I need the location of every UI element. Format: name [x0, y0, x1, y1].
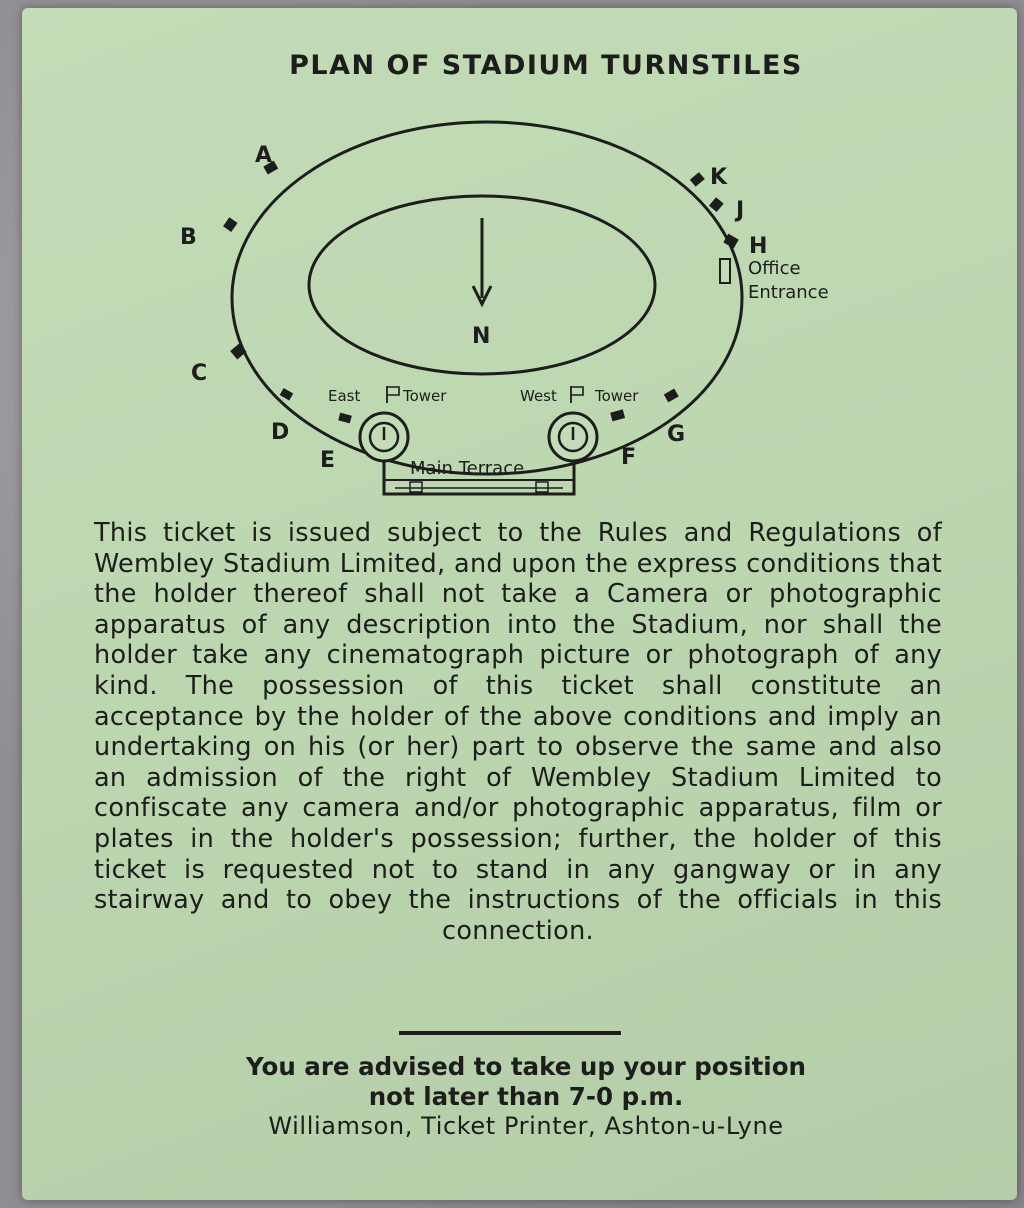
turnstile-label-b: B — [180, 225, 197, 250]
advice-line-1: You are advised to take up your position — [246, 1052, 806, 1081]
east-tower-label: Tower — [403, 387, 447, 405]
turnstile-d-marker — [280, 388, 294, 400]
turnstile-label-f: F — [621, 445, 637, 470]
west-flag-icon — [571, 386, 583, 403]
plan-title: PLAN OF STADIUM TURNSTILES — [289, 50, 803, 81]
turnstile-label-a: A — [255, 143, 273, 168]
turnstile-label-g: G — [667, 422, 686, 447]
turnstile-e-marker — [338, 413, 352, 424]
main-terrace-label: Main Terrace — [410, 458, 525, 479]
turnstile-g-marker — [664, 389, 679, 403]
outer-stand-outline — [232, 122, 745, 474]
east-tower-word: East — [328, 387, 361, 405]
office-entrance-marker — [720, 259, 730, 283]
turnstile-j-marker — [709, 197, 724, 212]
turnstile-f-marker — [610, 409, 625, 421]
conditions-of-entry-text: This ticket is issued subject to the Rules and Regulations of Wembley Stadium Limited, and upon the express conditions that the holder thereof shall not take a Camera or photographic apparatus of any description into the Stadium, nor shall the holder take any cinematograph picture or photograph of any kind. The possession of this ticket shall constitute an acceptance by the holder of the above conditions and imply an undertaking on his (or her) part to observe the same and also an admission of the right of Wembley Stadium Limited to confiscate any camera and/or photographic apparatus, film or plates in the holder's possession; further, the holder of this ticket is requested not to stand in any gangway or in any stairway and to obey the instructions of the officials in this connection. — [94, 518, 942, 946]
turnstile-c-marker — [230, 343, 246, 359]
turnstile-b-marker — [223, 217, 238, 232]
turnstile-label-j: J — [736, 198, 745, 223]
printer-credit: Williamson, Ticket Printer, Ashton-u-Lyne — [268, 1112, 784, 1140]
turnstile-label-h: H — [749, 234, 768, 259]
turnstile-label-k: K — [710, 165, 728, 190]
turnstile-label-d: D — [271, 420, 290, 445]
wembley-ticket-back — [22, 8, 1017, 1200]
east-tower-icon — [360, 413, 408, 461]
stadium-plan — [22, 8, 1017, 508]
turnstile-k-marker — [690, 172, 705, 187]
office-label: Office — [748, 258, 801, 279]
advice-line-2: not later than 7-0 p.m. — [368, 1082, 684, 1111]
turnstile-label-e: E — [320, 448, 336, 473]
east-flag-icon — [387, 386, 399, 403]
divider — [399, 1031, 621, 1035]
turnstile-label-c: C — [191, 361, 208, 386]
north-label: N — [472, 324, 491, 349]
arrival-advice — [22, 1052, 1024, 1112]
west-tower-word: West — [520, 387, 557, 405]
north-arrow-icon — [473, 218, 491, 304]
entrance-label: Entrance — [748, 282, 829, 303]
west-tower-icon — [549, 413, 597, 461]
west-tower-label: Tower — [595, 387, 639, 405]
